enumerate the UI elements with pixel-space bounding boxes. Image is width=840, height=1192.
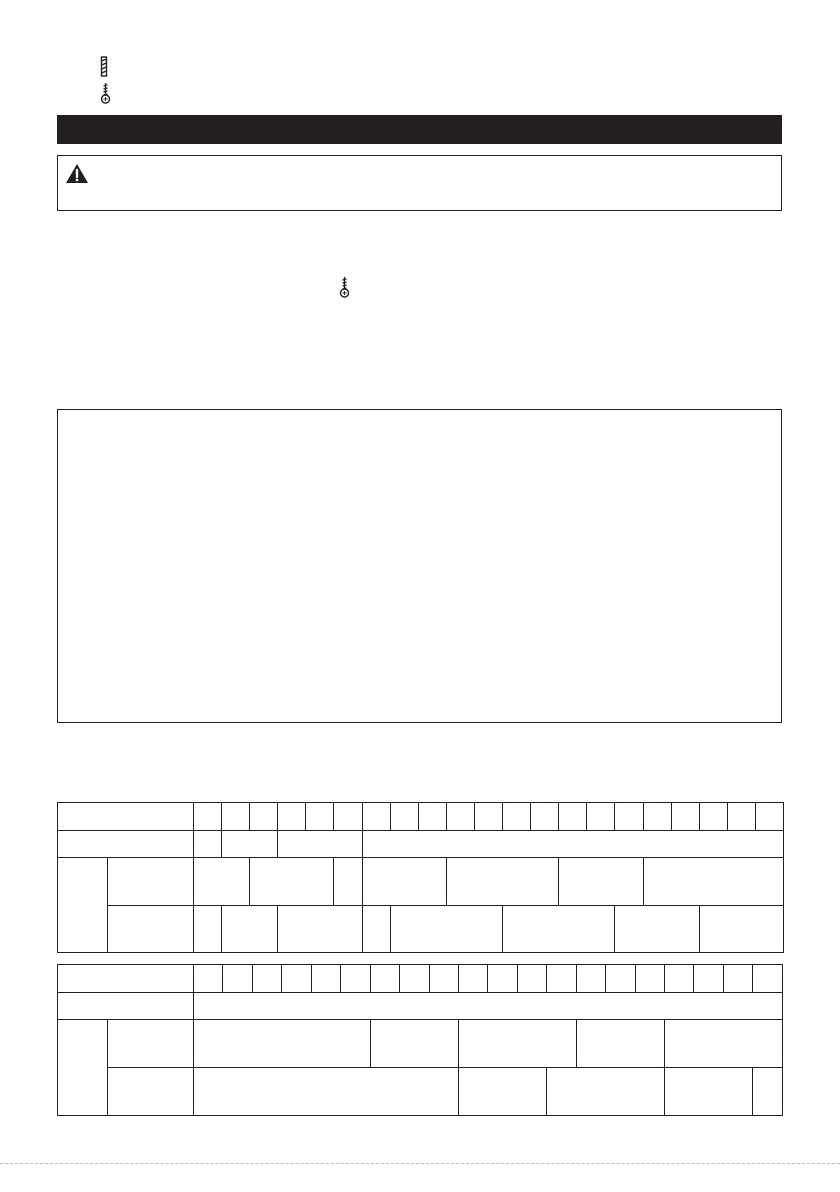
table-cell — [194, 831, 222, 858]
table-cell — [108, 1020, 194, 1068]
table-cell — [559, 858, 643, 906]
table-row — [58, 831, 784, 858]
table-cell — [311, 965, 340, 993]
table-cell — [108, 858, 194, 906]
table-cell — [58, 965, 194, 993]
table-cell — [222, 831, 278, 858]
table-cell — [222, 906, 278, 953]
table-cell — [58, 1020, 108, 1116]
table-cell — [587, 803, 615, 831]
table-cell — [547, 965, 576, 993]
table-cell — [615, 803, 643, 831]
table-row — [58, 858, 784, 906]
table-cell — [458, 1020, 576, 1068]
table-cell — [194, 1020, 371, 1068]
torque-table-1 — [57, 802, 784, 953]
table-cell — [108, 1068, 194, 1116]
inline-screw-icon — [339, 276, 350, 298]
table-cell — [58, 803, 194, 831]
table-cell — [694, 965, 723, 993]
section-title-bar — [57, 115, 782, 144]
table-cell — [282, 965, 311, 993]
table-cell — [194, 1068, 459, 1116]
table-cell — [194, 906, 222, 953]
table-cell — [643, 803, 671, 831]
table-cell — [250, 803, 278, 831]
drill-bit-icon — [99, 56, 109, 78]
table-cell — [278, 831, 362, 858]
table-cell — [250, 858, 334, 906]
table-cell — [222, 803, 250, 831]
table-cell — [390, 803, 418, 831]
table-cell — [400, 965, 429, 993]
table-cell — [727, 803, 755, 831]
table-row — [58, 965, 783, 993]
table-row — [58, 1020, 783, 1068]
table-row — [58, 803, 784, 831]
table-cell — [615, 906, 699, 953]
table-cell — [665, 965, 694, 993]
table-cell — [194, 858, 250, 906]
table-cell — [341, 965, 370, 993]
table-cell — [474, 803, 502, 831]
screw-icon — [100, 82, 111, 104]
table-cell — [370, 965, 399, 993]
table-cell — [643, 858, 783, 906]
table-cell — [278, 906, 362, 953]
table-cell — [108, 906, 194, 953]
warning-box — [57, 155, 782, 211]
table-cell — [606, 965, 635, 993]
table-cell — [699, 906, 783, 953]
table-cell — [531, 803, 559, 831]
table-cell — [503, 906, 615, 953]
table-cell — [699, 803, 727, 831]
table-cell — [252, 965, 281, 993]
table-cell — [446, 858, 558, 906]
table-cell — [362, 831, 783, 858]
table-cell — [503, 803, 531, 831]
table-cell — [576, 1020, 664, 1068]
table-cell — [362, 858, 446, 906]
table-cell — [194, 993, 783, 1020]
table-cell — [370, 1020, 458, 1068]
table-cell — [753, 1068, 782, 1116]
table-cell — [665, 1068, 753, 1116]
table-row — [58, 906, 784, 953]
table-cell — [418, 803, 446, 831]
table-row — [58, 1068, 783, 1116]
table-cell — [559, 803, 587, 831]
note-box — [57, 409, 782, 723]
table-cell — [194, 803, 222, 831]
table-cell — [635, 965, 664, 993]
table-cell — [517, 965, 546, 993]
table-cell — [429, 965, 458, 993]
warning-triangle-icon — [65, 163, 89, 184]
table-cell — [334, 803, 362, 831]
table-cell — [665, 1020, 783, 1068]
table-cell — [458, 965, 487, 993]
table-cell — [755, 803, 783, 831]
table-cell — [723, 965, 752, 993]
table-cell — [753, 965, 782, 993]
table-cell — [334, 858, 362, 906]
table-cell — [306, 803, 334, 831]
torque-table-2 — [57, 964, 783, 1116]
table-cell — [390, 906, 502, 953]
page-bottom-rule — [0, 1163, 840, 1164]
table-cell — [362, 803, 390, 831]
table-cell — [488, 965, 517, 993]
table-cell — [362, 906, 390, 953]
table-cell — [58, 858, 108, 953]
table-cell — [576, 965, 605, 993]
table-cell — [58, 831, 194, 858]
table-row — [58, 993, 783, 1020]
table-cell — [547, 1068, 665, 1116]
table-cell — [194, 965, 223, 993]
table-cell — [278, 803, 306, 831]
table-cell — [458, 1068, 546, 1116]
table-cell — [58, 993, 194, 1020]
table-cell — [446, 803, 474, 831]
table-cell — [671, 803, 699, 831]
table-cell — [223, 965, 252, 993]
